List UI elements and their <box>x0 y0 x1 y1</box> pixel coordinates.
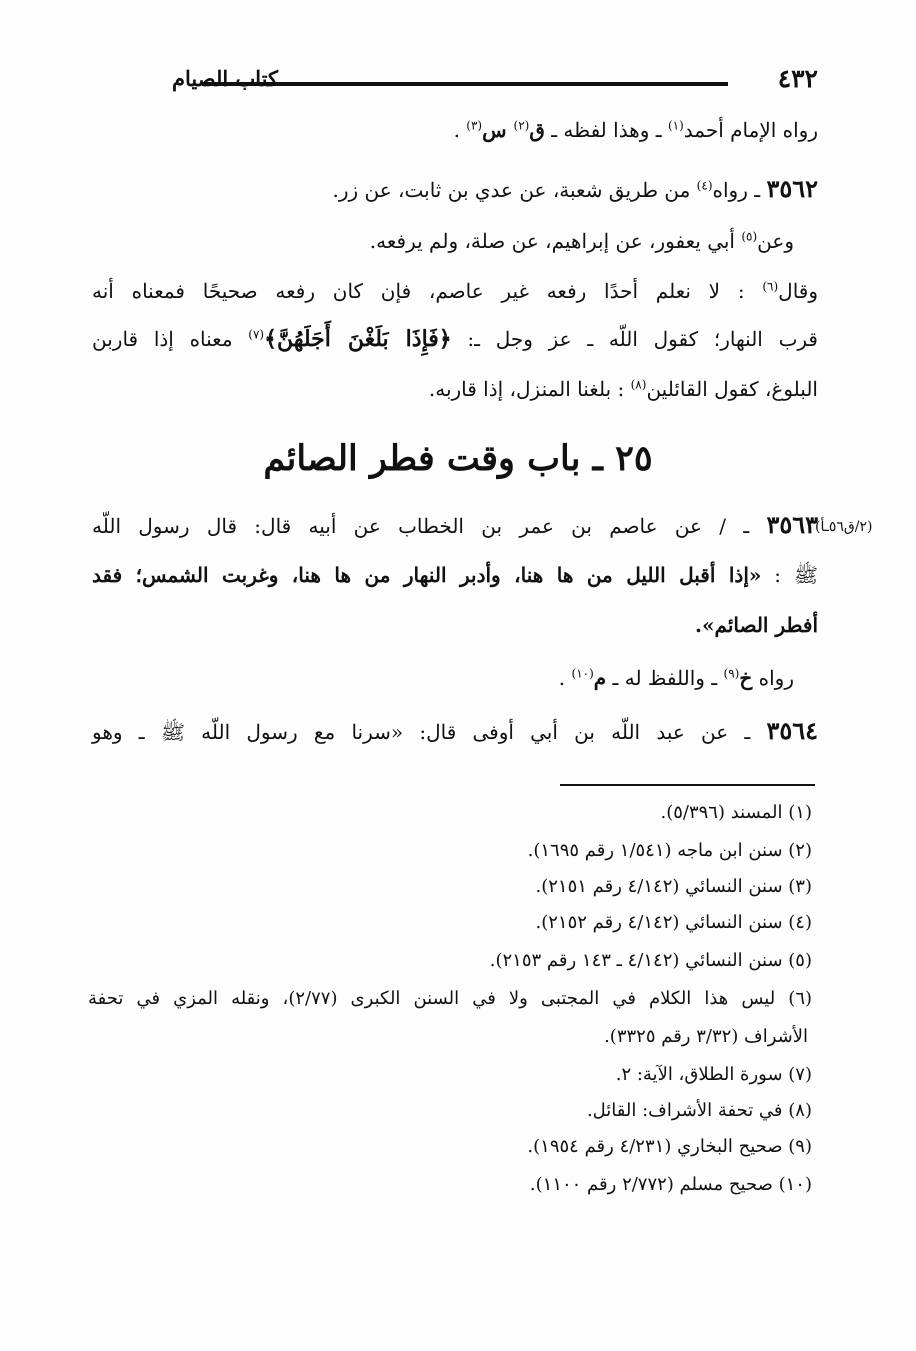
body-line-9 <box>695 610 818 640</box>
hadith-text: «إذا أقبل الليل من ها هنا، وأدبر النهار من ها هنا، وغربت الشمس؛ فقد <box>92 563 762 587</box>
section-heading: ٢٥ ـ باب وقت فطر الصائم <box>263 438 653 479</box>
footnote-ref: (٦) <box>762 279 779 294</box>
text: أبي يعفور، عن إبراهيم، عن صلة، ولم يرفعه. <box>369 229 742 253</box>
footnote-3: (٣) سنن النسائي (٤/١٤٢ رقم ٢١٥١). <box>535 876 812 897</box>
hadith-number: ٣٥٦٣ <box>766 510 818 539</box>
text: ﷺ : <box>761 563 818 587</box>
footnote-4: (٤) سنن النسائي (٤/١٤٢ رقم ٢١٥٢). <box>535 912 812 933</box>
footnote-1: (١) المسند (٥/٣٩٦). <box>660 802 812 823</box>
footnote-ref: (٤) <box>696 178 713 193</box>
page-header <box>80 62 818 104</box>
text: ـ رواه <box>712 178 767 202</box>
hadith-number: ٣٥٦٤ <box>766 716 818 745</box>
hadith-3562 <box>333 174 819 205</box>
footnote-ref: (١٠) <box>571 666 594 681</box>
footnote-ref: (٢) <box>513 118 530 133</box>
page-number: ٤٣٢ <box>777 64 818 93</box>
body-line-1 <box>454 115 818 145</box>
footnote-ref: (٨) <box>630 377 647 392</box>
text: معناه إذا قاربن <box>92 327 249 351</box>
text: . <box>453 118 467 142</box>
footnote-8: (٨) في تحفة الأشراف: القائل. <box>586 1100 812 1121</box>
footnote-5: (٥) سنن النسائي (٤/١٤٢ ـ ١٤٣ رقم ٢١٥٣). <box>489 950 812 971</box>
source-abbrev: س <box>482 118 514 142</box>
footnote-ref: (١) <box>667 118 684 133</box>
text: ـ واللفظ له ـ <box>606 666 724 690</box>
text: : بلغنا المنزل، إذا قاربه. <box>428 377 631 401</box>
text: قرب النهار؛ كقول اللّه ـ عز وجل ـ: <box>451 327 818 351</box>
footnote-9: (٩) صحيح البخاري (٤/٢٣١ رقم ١٩٥٤). <box>527 1136 812 1157</box>
footnote-ref: (٥) <box>741 229 758 244</box>
footnote-ref: (٣) <box>466 118 483 133</box>
text: ـ / عن عاصم بن عمر بن الخطاب عن أبيه قال: قال رسول اللّه <box>92 514 767 538</box>
header-rule <box>202 82 728 86</box>
body-line-5 <box>92 324 818 354</box>
body-line-8 <box>92 560 818 590</box>
text: وقال <box>778 279 818 303</box>
body-line-10 <box>559 663 794 693</box>
footnote-7: (٧) سورة الطلاق، الآية: ٢. <box>615 1064 812 1085</box>
footnote-6-cont: الأشراف (٣/٣٢ رقم ٣٣٢٥). <box>604 1026 808 1047</box>
body-line-3 <box>370 226 794 256</box>
text: . <box>558 666 572 690</box>
footnote-ref: (٧) <box>248 327 265 342</box>
hadith-text: أفطر الصائم». <box>695 613 818 637</box>
chapter-title: كتاب الصيام <box>172 66 278 91</box>
text: رواه <box>752 666 794 690</box>
quran-verse: ﴿فَإِذَا بَلَغْنَ أَجَلَهُنَّ﴾ <box>264 326 452 352</box>
hadith-3563 <box>92 510 818 541</box>
hadith-number: ٣٥٦٢ <box>766 174 818 203</box>
source-abbrev: م <box>593 666 607 690</box>
text: ـ عن عبد اللّه بن أبي أوفى قال: «سرنا مع رسول اللّه ﷺ ـ وهو <box>92 720 767 744</box>
footnote-6: (٦) ليس هذا الكلام في المجتبى ولا في السنن الكبرى (٢/٧٧)، ونقله المزي في تحفة <box>88 988 813 1009</box>
footnote-10: (١٠) صحيح مسلم (٢/٧٧٢ رقم ١١٠٠). <box>529 1174 812 1195</box>
text: رواه الإمام أحمد <box>683 118 818 142</box>
footnote-2: (٢) سنن ابن ماجه (١/٥٤١ رقم ١٦٩٥). <box>527 840 812 861</box>
margin-note: (٢/ق٥٦ـأ) <box>815 519 873 535</box>
footnote-ref: (٩) <box>723 666 740 681</box>
footnote-divider <box>560 784 815 786</box>
text: : لا نعلم أحدًا رفعه غير عاصم، فإن كان رفعه صحيحًا فمعناه أنه <box>92 279 763 303</box>
source-abbrev: خ <box>739 666 753 690</box>
hadith-3564 <box>92 716 818 747</box>
text: البلوغ، كقول القائلين <box>646 377 818 401</box>
body-line-4 <box>92 276 818 306</box>
text: وعن <box>757 229 794 253</box>
source-abbrev: ق <box>529 118 545 142</box>
body-line-6 <box>429 374 818 404</box>
text: من طريق شعبة، عن عدي بن ثابت، عن زر. <box>332 178 697 202</box>
text: ـ وهذا لفظه ـ <box>544 118 668 142</box>
